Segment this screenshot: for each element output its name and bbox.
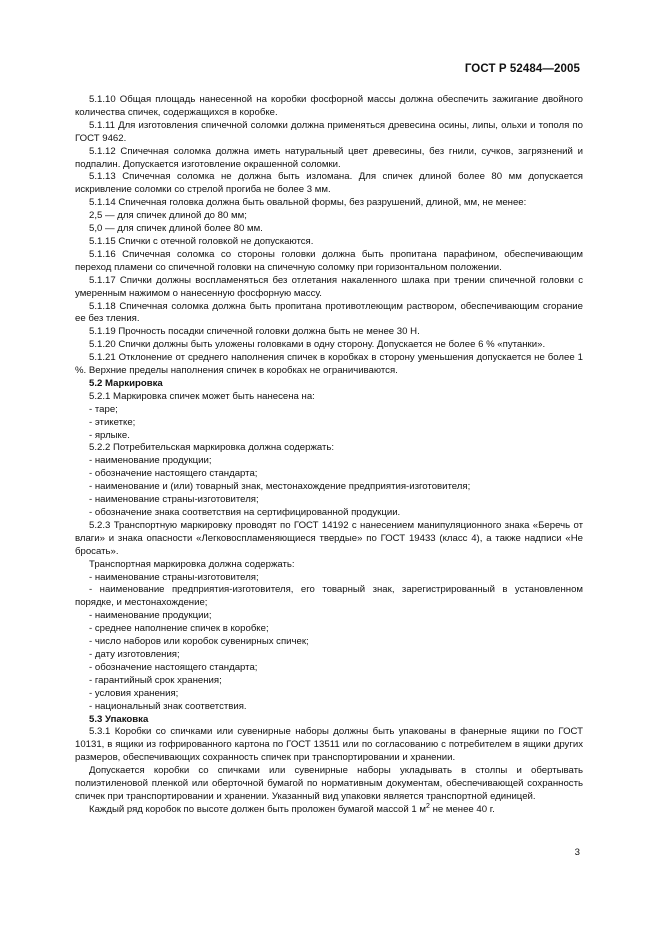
section-heading: 5.3 Упаковка (89, 713, 149, 725)
paragraph: 5,0 — для спичек длиной более 80 мм. (89, 223, 263, 235)
paragraph: - обозначение знака соответствия на сертифицированной продукции. (89, 507, 401, 518)
paragraph: 5.2.3 Транспортную маркировку проводят по ГОСТ 14192 с нанесением манипуляционного знака «Беречь от влаги» и знака опасности «Легковоспламеняющиеся твердые» по ГОСТ 19433 (класс 4), а также надписи «Не бросать». (75, 519, 583, 557)
paragraph: 5.1.15 Спички с отечной головкой не допускаются. (89, 235, 314, 247)
paragraph: - наименование продукции; (89, 610, 212, 622)
paragraph: 5.1.11 Для изготовления спичечной соломки должна применяться древесина осины, липы, ольхи и тополя по ГОСТ 9462. (75, 119, 583, 144)
paragraph: - наименование страны-изготовителя; (89, 571, 259, 583)
paragraph: 5.1.20 Спички должны быть уложены головками в одну сторону. Допускается не более 6 % «путанки». (89, 339, 546, 351)
superscript: 2 (426, 802, 430, 810)
paragraph: 5.1.14 Спичечная головка должна быть овальной формы, без разрушений, длиной, мм, не менее: (89, 197, 527, 209)
paragraph: - дату изготовления; (89, 648, 180, 660)
paragraph: Допускается коробки со спичками или сувенирные наборы укладывать в столпы и обертывать полиэтиленовой пленкой или оберточной бумагой по нормативным документам, обеспечивающей сохранность спичек при транспортировании и хранении. Указанный вид упаковки является транспортной единицей. (75, 765, 583, 802)
paragraph: - национальный знак соответствия. (89, 700, 247, 712)
paragraph: - наименование продукции; (89, 455, 212, 467)
paragraph: - среднее наполнение спичек в коробке; (89, 623, 269, 635)
paragraph: 5.1.16 Спичечная соломка со стороны головки должна быть пропитана парафином, обеспечивающим переход пламени со спичечной головки на спичечную соломку при горизонтальном положении. (75, 248, 583, 273)
paragraph (75, 804, 583, 817)
paragraph: - наименование и (или) товарный знак, местонахождение предприятия-изготовителя; (89, 481, 471, 493)
paragraph: - таре; (89, 403, 118, 415)
paragraph: 5.1.18 Спичечная соломка должна быть пропитана противотлеющим раствором, обеспечивающим сгорание ее без тления. (75, 300, 583, 325)
paragraph: 2,5 — для спичек длиной до 80 мм; (89, 210, 247, 222)
paragraph: Транспортная маркировка должна содержать: (89, 558, 295, 570)
paragraph: - обозначение настоящего стандарта; (89, 661, 258, 673)
paragraph: - гарантийный срок хранения; (89, 674, 222, 686)
paragraph: 5.1.13 Спичечная соломка не должна быть изломана. Для спичек длиной более 80 мм допускается искривление соломки со стрелой прогиба не более 3 мм. (75, 171, 583, 196)
paragraph: - наименование страны-изготовителя; (89, 494, 259, 506)
document-body (75, 94, 583, 817)
paragraph: 5.2.2 Потребительская маркировка должна содержать: (89, 442, 335, 454)
paragraph: - этикетке; (89, 416, 136, 428)
document-header: ГОСТ Р 52484—2005 (464, 63, 580, 75)
paragraph: 5.2.1 Маркировка спичек может быть нанесена на: (89, 390, 315, 402)
paragraph: - обозначение настоящего стандарта; (89, 468, 258, 480)
paragraph-text: не менее 40 г. (429, 803, 495, 815)
paragraph: 5.1.12 Спичечная соломка должна иметь натуральный цвет древесины, без гнили, сучков, загрязнений и подпалин. Допускается изготовление окрашенной соломки. (75, 145, 583, 170)
paragraph: - условия хранения; (89, 687, 179, 699)
paragraph: - число наборов или коробок сувенирных спичек; (89, 636, 309, 648)
paragraph-text: Каждый ряд коробок по высоте должен быть проложен бумагой массой 1 м (89, 803, 426, 815)
page-number: 3 (574, 847, 580, 858)
paragraph: 5.1.19 Прочность посадки спичечной головки должна быть не менее 30 Н. (89, 326, 420, 338)
paragraph: 5.1.17 Спички должны воспламеняться без отлетания накаленного шлака при трении спичечной головки с умеренным нажимом о нанесенную фосфорную массу. (75, 274, 583, 299)
paragraph: 5.3.1 Коробки со спичками или сувенирные наборы должны быть упакованы в фанерные ящики по ГОСТ 10131, в ящики из гофрированного картона по ГОСТ 13511 или по согласованию с потребителем в ящики других размеров, обеспечивающих сохранность спичек при транспортировании и хранении. (75, 726, 583, 764)
paragraph: - ярлыке. (89, 429, 130, 441)
paragraph: - наименование предприятия-изготовителя, его товарный знак, зарегистрированный в установленном порядке, и местонахождение; (75, 584, 583, 609)
paragraph: 5.1.10 Общая площадь нанесенной на коробки фосфорной массы должна обеспечить зажигание двойного количества спичек, содержащихся в коробке. (75, 94, 583, 118)
section-heading: 5.2 Маркировка (89, 377, 163, 389)
paragraph: 5.1.21 Отклонение от среднего наполнения спичек в коробках в сторону уменьшения допускается не более 1 %. Верхние пределы наполнения спичек в коробках не ограничиваются. (75, 352, 583, 377)
